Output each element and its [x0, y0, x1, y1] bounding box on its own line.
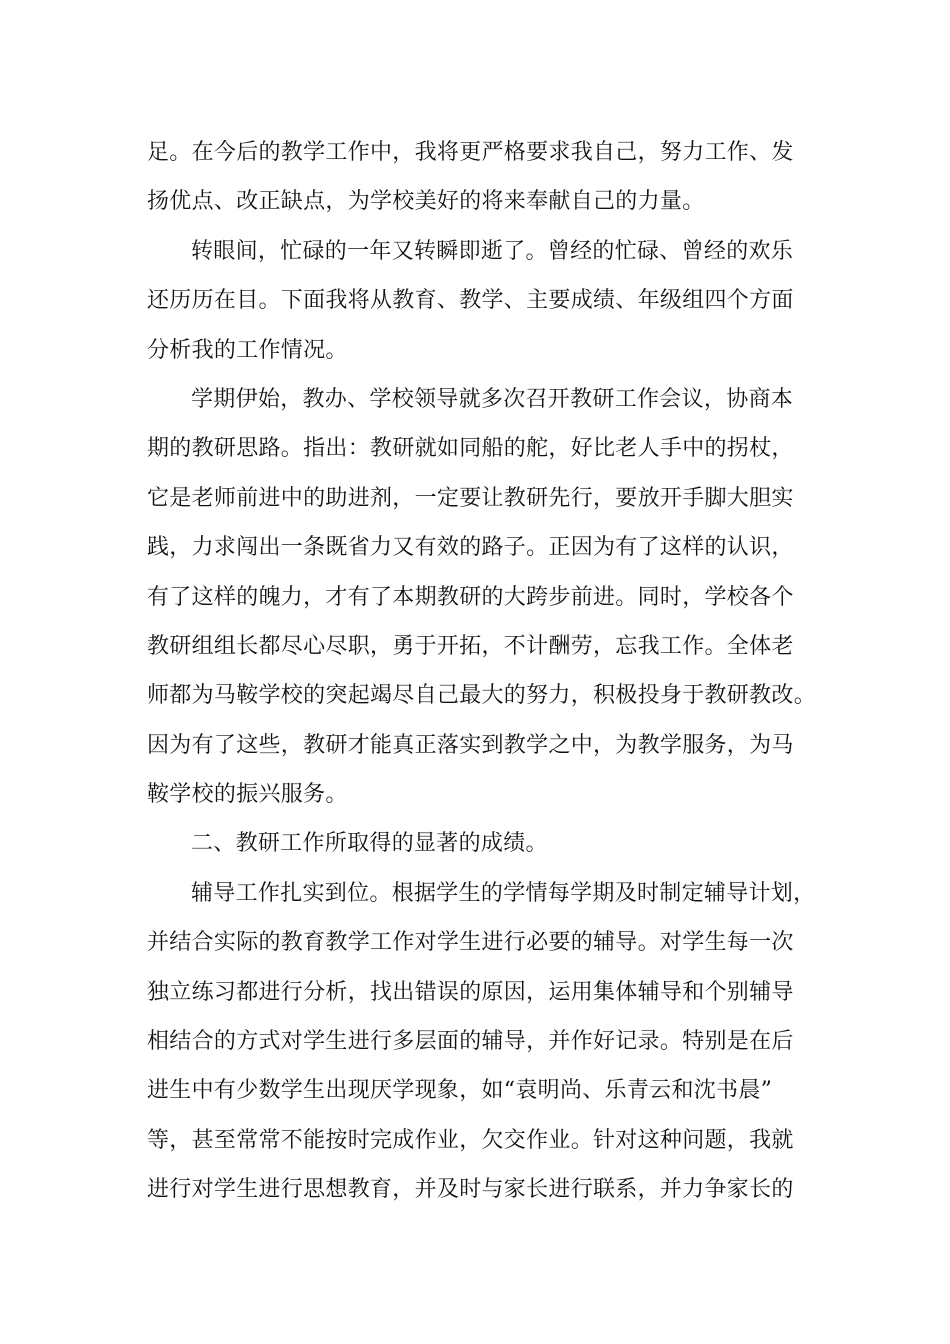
text-line: 践，力求闯出一条既省力又有效的路子。正因为有了这样的认识，	[147, 535, 794, 561]
text-line: 因为有了这些，教研才能真正落实到教学之中，为教学服务，为马	[147, 732, 794, 758]
paragraph-start-line: 学期伊始，教办、学校领导就多次召开教研工作会议，协商本	[191, 386, 794, 412]
text-line: 等，甚至常常不能按时完成作业，欠交作业。针对这种问题，我就	[147, 1127, 794, 1153]
section-heading: 二、教研工作所取得的显著的成绩。	[191, 831, 548, 857]
text-line: 进行对学生进行思想教育，并及时与家长进行联系，并力争家长的	[147, 1177, 794, 1203]
document-body	[147, 128, 847, 1215]
paragraph-start-line: 辅导工作扎实到位。根据学生的学情每学期及时制定辅导计划，	[191, 880, 816, 906]
text-line: 进生中有少数学生出现厌学现象，如“袁明尚、乐青云和沈书晨”	[147, 1078, 773, 1104]
text-line: 鞍学校的振兴服务。	[147, 782, 348, 808]
text-line: 有了这样的魄力，才有了本期教研的大跨步前进。同时，学校各个	[147, 584, 794, 610]
text-line: 并结合实际的教育教学工作对学生进行必要的辅导。对学生每一次	[147, 930, 794, 956]
paragraph-start-line: 转眼间，忙碌的一年又转瞬即逝了。曾经的忙碌、曾经的欢乐	[191, 238, 794, 264]
text-line: 相结合的方式对学生进行多层面的辅导，并作好记录。特别是在后	[147, 1029, 794, 1055]
text-line: 它是老师前进中的助进剂，一定要让教研先行，要放开手脚大胆实	[147, 485, 794, 511]
text-line: 足。在今后的教学工作中，我将更严格要求我自己，努力工作、发	[147, 140, 794, 165]
text-line: 教研组组长都尽心尽职，勇于开拓，不计酬劳，忘我工作。全体老	[147, 633, 794, 659]
text-line: 扬优点、改正缺点，为学校美好的将来奉献自己的力量。	[147, 189, 705, 215]
text-line: 还历历在目。下面我将从教育、教学、主要成绩、年级组四个方面	[147, 288, 794, 314]
text-line: 分析我的工作情况。	[147, 337, 348, 363]
text-line: 独立练习都进行分析，找出错误的原因，运用集体辅导和个别辅导	[147, 979, 794, 1005]
text-line: 师都为马鞍学校的突起竭尽自己最大的努力，积极投身于教研教改。	[147, 683, 817, 709]
text-line: 期的教研思路。指出：教研就如同船的舵，好比老人手中的拐杖，	[147, 436, 794, 462]
